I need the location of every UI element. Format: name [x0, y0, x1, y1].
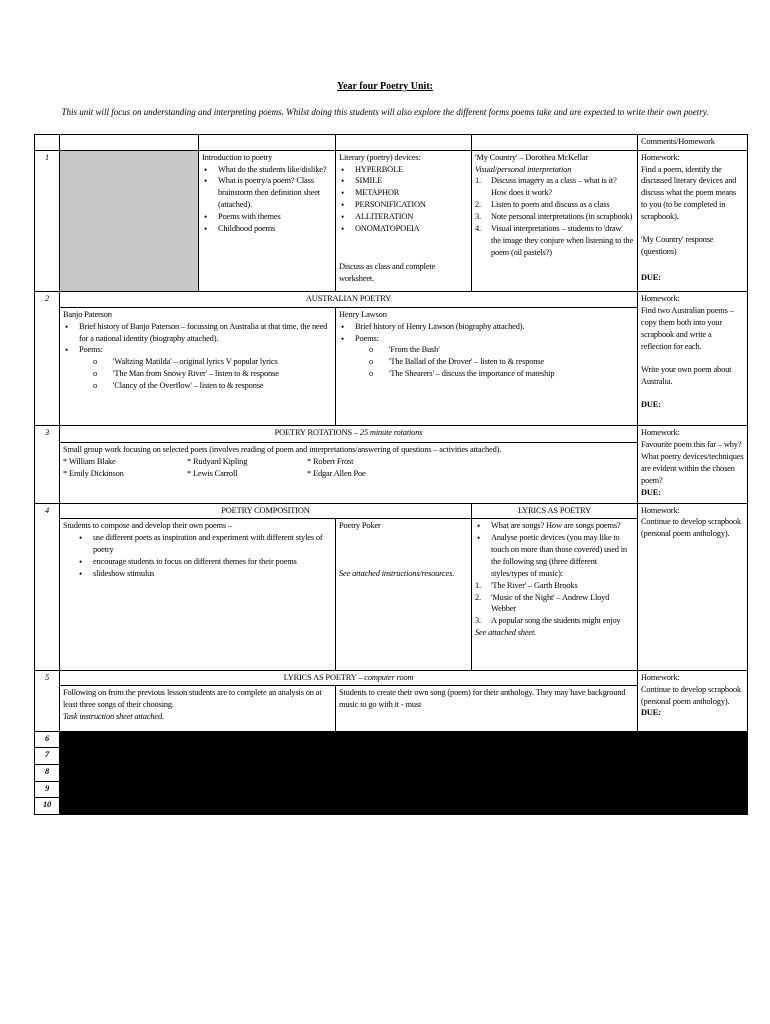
- unit-plan-table: [34, 134, 748, 815]
- blank-row: [35, 748, 748, 765]
- list-item: • What do the students like/dislike?: [202, 164, 332, 176]
- section-title: [60, 670, 638, 686]
- poet-name: * William Blake: [63, 456, 116, 466]
- week-1-row: [35, 150, 748, 292]
- poker-heading: Poetry Poker: [339, 521, 381, 530]
- analysis-text: Following on from the previous lesson students are to complete an analysis on at least three songs of their choosing.: [63, 688, 322, 710]
- rotations-cell: [60, 442, 638, 503]
- lyrics-footer: See attached sheet.: [475, 628, 537, 638]
- analysis-cell: [60, 686, 336, 732]
- poet-heading: Henry Lawson: [339, 309, 387, 319]
- poker-text: See attached instructions/resources.: [339, 568, 455, 578]
- comments-header: Comments/Homework: [638, 135, 748, 151]
- poet-name: * Edgar Allen Poe: [307, 468, 366, 478]
- list-item: o 'Waltzing Matilda' – original lyrics V popular lyrics: [93, 356, 332, 368]
- list-item: • ONOMATOPOEIA: [339, 223, 468, 235]
- document-title: Year four Poetry Unit:: [337, 81, 433, 92]
- list-item: • Poems:: [63, 344, 332, 356]
- list-item: 2. Listen to poem and discuss as a class: [475, 199, 634, 211]
- devices-footer: Discuss as class and complete worksheet.: [339, 262, 436, 283]
- section-title-italic: computer room: [364, 672, 414, 682]
- week-number: 3: [35, 426, 60, 503]
- week-number: 8: [35, 765, 60, 782]
- comments-cell: [638, 503, 748, 670]
- homework-label: Homework:: [641, 428, 680, 438]
- blank-row: [35, 731, 748, 748]
- list-item: • PERSONIFICATION: [339, 199, 468, 211]
- composition-text: Students to compose and develop their own poems –: [63, 521, 232, 530]
- list-item: o 'The Shearers' – discuss the importance of mateship: [369, 368, 634, 380]
- section-title: AUSTRALIAN POETRY: [60, 292, 638, 308]
- intro-cell: [199, 150, 336, 292]
- lyrics-cell: [472, 519, 638, 671]
- poet-name: * Lewis Carroll: [187, 468, 238, 478]
- week-number: 5: [35, 670, 60, 731]
- comments-cell: [638, 670, 748, 731]
- poet-name: * Emily Dickinson: [63, 468, 124, 478]
- poet-heading: Banjo Paterson: [63, 309, 112, 319]
- list-item: o 'From the Bush': [369, 344, 634, 356]
- section-title: LYRICS AS POETRY: [472, 503, 638, 519]
- list-item: • Poems with themes: [202, 211, 332, 223]
- list-item: 4. Visual interpretations – students to 'draw' the image they conjure when listening to the poem (oil pastels?): [475, 223, 634, 259]
- list-item: • SIMILE: [339, 175, 468, 187]
- list-item: • What is poetry/a poem? Class brainstorm then definition sheet (attached).: [202, 175, 332, 211]
- week-4-header-row: [35, 503, 748, 519]
- song-creation-cell: [336, 686, 638, 732]
- week-number: 1: [35, 150, 60, 292]
- banjo-paterson-cell: [60, 307, 336, 425]
- list-item: • encourage students to focus on different themes for their poems: [77, 556, 332, 568]
- due-label: DUE:: [641, 399, 661, 409]
- due-label: DUE:: [641, 708, 661, 718]
- song-creation-text: Students to create their own song (poem) for their anthology. They may have background music to go with it - must: [339, 688, 626, 710]
- section-title-text: POETRY ROTATIONS –: [274, 428, 360, 438]
- blank-row: [35, 781, 748, 798]
- due-label: DUE:: [641, 487, 661, 497]
- henry-lawson-cell: [336, 307, 638, 425]
- week-number: 10: [35, 798, 60, 815]
- homework-text: 'My Country' response (questions): [641, 235, 714, 257]
- comments-cell: [638, 426, 748, 503]
- list-item: • Poems:: [339, 333, 634, 345]
- homework-text: Continue to develop scrapbook (personal poem anthology).: [641, 684, 742, 706]
- poet-name: * Rudyard Kipling: [187, 456, 248, 466]
- list-item: o 'The Ballad of the Drover' – listen to & response: [369, 356, 634, 368]
- section-title-italic: 25 minute rotations: [359, 428, 423, 438]
- poet-name: * Robert Frost: [307, 456, 354, 466]
- my-country-heading: 'My Country' – Dorothea McKellar: [475, 152, 589, 162]
- redacted-cell: [60, 781, 748, 798]
- list-item: • use different poets as inspiration and experiment with different styles of poetry: [77, 532, 332, 556]
- week-5-header-row: [35, 670, 748, 686]
- my-country-cell: [472, 150, 638, 292]
- list-item: • Childhood poems: [202, 223, 332, 235]
- blank-row: [35, 798, 748, 815]
- homework-text: Find two Australian poems – copy them both into your scrapbook and write a reflection for each.: [641, 306, 734, 351]
- week-number: 4: [35, 503, 60, 670]
- redacted-cell: [60, 798, 748, 815]
- list-item: • HYPERBOLE: [339, 164, 468, 176]
- list-item: 3. A popular song the students might enjoy: [475, 615, 634, 627]
- week-number: 9: [35, 781, 60, 798]
- homework-label: Homework:: [641, 505, 680, 515]
- week-number: 6: [35, 731, 60, 748]
- week-2-header-row: [35, 292, 748, 308]
- list-item: o 'Clancy of the Overflow' – listen to & response: [93, 380, 332, 392]
- week-3-header-row: [35, 426, 748, 443]
- homework-text: Find a poem, identify the discussed literary devices and discuss what the poem means to you (to be completed in scrapbook).: [641, 164, 737, 222]
- list-item: • METAPHOR: [339, 187, 468, 199]
- homework-label: Homework:: [641, 672, 680, 682]
- comments-cell: [638, 292, 748, 426]
- section-title: POETRY COMPOSITION: [60, 503, 472, 519]
- homework-text: Write your own poem about Australia.: [641, 364, 732, 386]
- list-item: • ALLITERATION: [339, 211, 468, 223]
- homework-text: Continue to develop scrapbook (personal poem anthology).: [641, 517, 742, 539]
- section-title-text: LYRICS AS POETRY –: [283, 672, 365, 682]
- blank-row: [35, 765, 748, 782]
- redacted-cell: [60, 765, 748, 782]
- list-item: • Brief history of Henry Lawson (biography attached).: [339, 321, 634, 333]
- list-item: • Brief history of Banjo Paterson – focussing on Australia at that time, the need for a national identity (biography attached).: [63, 321, 332, 345]
- rotations-text: Small group work focusing on selected poets (involves reading of poem and interpretations/answering of questions – activities attached).: [63, 444, 502, 454]
- due-label: DUE:: [641, 272, 661, 282]
- comments-cell: [638, 150, 748, 292]
- intro-heading: Introduction to poetry: [202, 152, 273, 162]
- redacted-cell: [60, 748, 748, 765]
- list-item: • slideshow stimulus: [77, 568, 332, 580]
- homework-label: Homework:: [641, 294, 680, 304]
- header-row: [35, 135, 748, 151]
- list-item: 1. Discuss imagery as a class – what is it? How does it work?: [475, 175, 634, 199]
- list-item: 2. 'Music of the Night' – Andrew Lloyd Webber: [475, 592, 634, 616]
- analysis-note: Task instruction sheet attached.: [63, 712, 164, 721]
- week-number: 2: [35, 292, 60, 426]
- list-item: 3. Note personal interpretations (in scrapbook): [475, 211, 634, 223]
- poetry-poker-cell: [336, 519, 472, 671]
- homework-text: Favourite poem this far – why? What poetry devices/techniques are evident within the chosen poem?: [641, 440, 744, 485]
- document-intro: This unit will focus on understanding and interpreting poems. Whilst doing this students will also explore the different forms poems take and are expected to write their own poetry.: [61, 107, 709, 117]
- grey-cell: [60, 150, 199, 292]
- list-item: • What are songs? How are songs poems?: [475, 520, 634, 532]
- redacted-cell: [60, 731, 748, 748]
- my-country-subheading: Visual/personal interpretation: [475, 164, 572, 174]
- homework-label: Homework:: [641, 152, 680, 162]
- devices-heading: Literary (poetry) devices:: [339, 152, 421, 162]
- list-item: • Analyse poetic devices (you may like to touch on more than those covered) used in the following sng (three different styles/types of music):: [475, 532, 634, 580]
- week-number: 7: [35, 748, 60, 765]
- composition-cell: [60, 519, 336, 671]
- devices-cell: [336, 150, 472, 292]
- list-item: 1. 'The River' – Garth Brooks: [475, 580, 634, 592]
- section-title: [60, 426, 638, 443]
- list-item: o 'The Man from Snowy River' – listen to & response: [93, 368, 332, 380]
